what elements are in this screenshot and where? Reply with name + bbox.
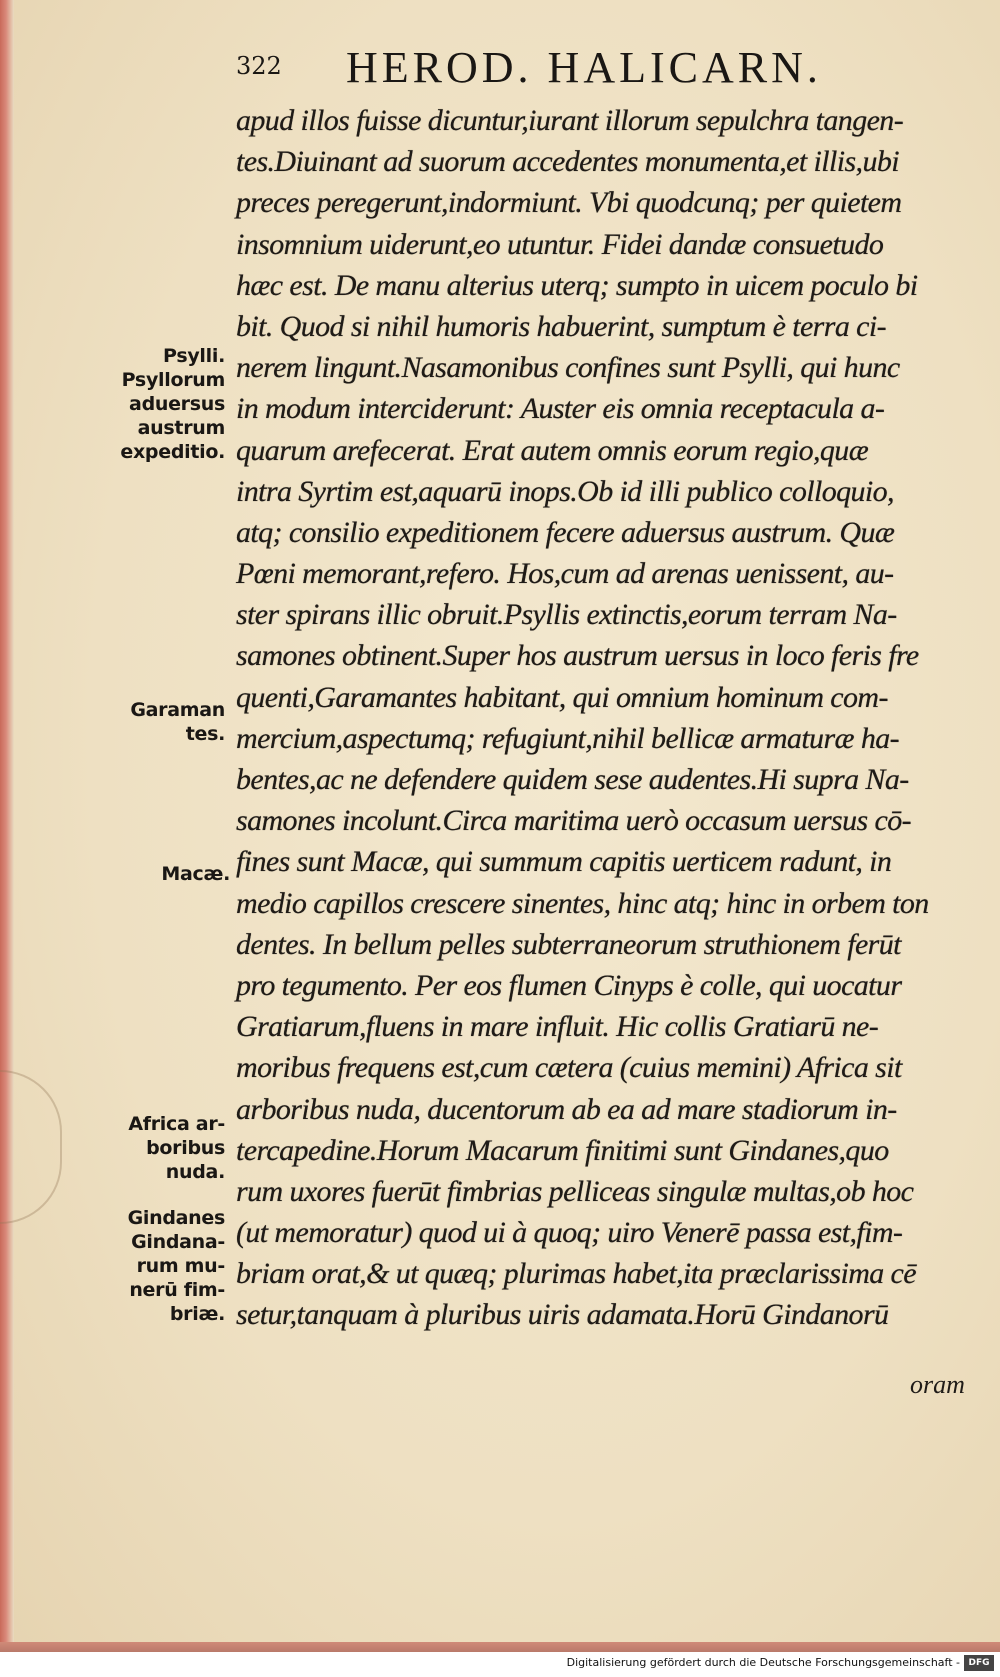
margin-note-line: rum mu- (136, 1255, 225, 1277)
digitization-footer (0, 1652, 1000, 1677)
margin-note-line: briæ. (169, 1303, 225, 1325)
text-line: nerem lingunt.Nasamonibus confines sunt Psylli, qui hunc (236, 351, 900, 385)
text-line: briam orat,& ut quæq; plurimas habet,ita præclarissima cē (236, 1257, 916, 1291)
text-line: quarum arefecerat. Erat autem omnis eorum regio,quæ (236, 433, 869, 467)
margin-note-line: Psylli. (163, 345, 225, 367)
text-line: Gratiarum,fluens in mare influit. Hic collis Gratiarū ne- (236, 1010, 879, 1044)
dfg-logo-icon: DFG (964, 1655, 994, 1671)
margin-note-line: expeditio. (120, 441, 225, 463)
margin-note-line: Gindana- (131, 1231, 225, 1253)
text-line: bit. Quod si nihil humoris habuerint, sumptum è terra ci- (236, 309, 886, 343)
margin-note-line: nerū fim- (129, 1279, 225, 1301)
margin-note-macae (161, 862, 230, 886)
text-line: samones obtinent.Super hos austrum uersus in loco feris fre (236, 639, 919, 673)
margin-note-africa (128, 1112, 225, 1184)
text-line: fines sunt Macæ, qui summum capitis uerticem radunt, in (236, 845, 892, 879)
margin-note-line: aduersus (129, 393, 225, 415)
catchword: oram (910, 1370, 965, 1399)
text-line: (ut memoratur) quod ui à quoq; uiro Venerē passa est,fim- (236, 1216, 903, 1250)
text-line: tes.Diuinant ad suorum accedentes monumenta,et illis,ubi (236, 145, 899, 179)
page-number: 322 (236, 52, 282, 80)
text-line: quenti,Garamantes habitant, qui omnium hominum com- (236, 680, 888, 714)
text-line: bentes,ac ne defendere quidem sese audentes.Hi supra Na- (236, 763, 909, 796)
text-line: apud illos fuisse dicuntur,iurant illorum sepulchra tangen- (236, 104, 904, 137)
text-line: moribus frequens est,cum cætera (cuius memini) Africa sit (236, 1051, 902, 1085)
margin-note-gindanes (128, 1206, 225, 1326)
running-head: HEROD. HALICARN. (346, 43, 822, 92)
margin-note-line: boribus (146, 1137, 225, 1159)
text-line: insomnium uiderunt,eo utuntur. Fidei dandæ consuetudo (236, 227, 884, 261)
text-line: dentes. In bellum pelles subterraneorum struthionem ferūt (236, 927, 901, 961)
text-line: arboribus nuda, ducentorum ab ea ad mare stadiorum in- (236, 1092, 897, 1126)
text-line: ster spirans illic obruit.Psyllis extinctis,eorum terram Na- (236, 598, 897, 632)
margin-note-line: Africa ar- (128, 1113, 225, 1135)
text-line: pro tegumento. Per eos flumen Cinyps è colle, qui uocatur (236, 968, 902, 1002)
text-line: in modum interciderunt: Auster eis omnia receptacula a- (236, 392, 885, 426)
margin-note-line: Garaman (130, 699, 225, 721)
text-line: intra Syrtim est,aquarū inops.Ob id illi publico colloquio, (236, 474, 894, 508)
text-line: setur,tanquam à pluribus uiris adamata.Horū Gindanorū (236, 1298, 889, 1332)
margin-note-line: nuda. (165, 1161, 225, 1183)
footer-credit: Digitalisierung gefördert durch die Deutsche Forschungsgemeinschaft - (566, 1656, 960, 1669)
text-line: mercium,aspectumq; refugiunt,nihil bellicæ armaturæ ha- (236, 721, 900, 755)
text-line: hæc est. De manu alterius uterq; sumpto in uicem poculo bi (236, 268, 918, 302)
text-line: Pœni memorant,refero. Hos,cum ad arenas uenissent, au- (236, 557, 894, 591)
margin-note-line: Macæ. (161, 863, 230, 885)
margin-note-garamantes (130, 698, 225, 746)
text-line: preces peregerunt,indormiunt. Vbi quodcunq; per quietem (236, 186, 902, 220)
margin-note-line: austrum (137, 417, 225, 439)
text-line: medio capillos crescere sinentes, hinc atq; hinc in orbem ton (236, 886, 929, 920)
margin-note-line: Psyllorum (121, 369, 225, 391)
margin-note-psylli (120, 344, 225, 464)
margin-note-line: tes. (185, 723, 225, 745)
main-text-block (236, 100, 988, 1336)
text-line: atq; consilio expeditionem fecere aduersus austrum. Quæ (236, 515, 895, 549)
text-line: tercapedine.Horum Macarum finitimi sunt Gindanes,quo (236, 1133, 889, 1167)
margin-note-line: Gindanes (127, 1207, 225, 1229)
text-line: rum uxores fuerūt fimbrias pelliceas singulæ multas,ob hoc (236, 1174, 914, 1208)
text-line: samones incolunt.Circa maritima uerò occasum uersus cō- (236, 804, 911, 838)
page-bottom-edge (0, 1642, 1000, 1652)
